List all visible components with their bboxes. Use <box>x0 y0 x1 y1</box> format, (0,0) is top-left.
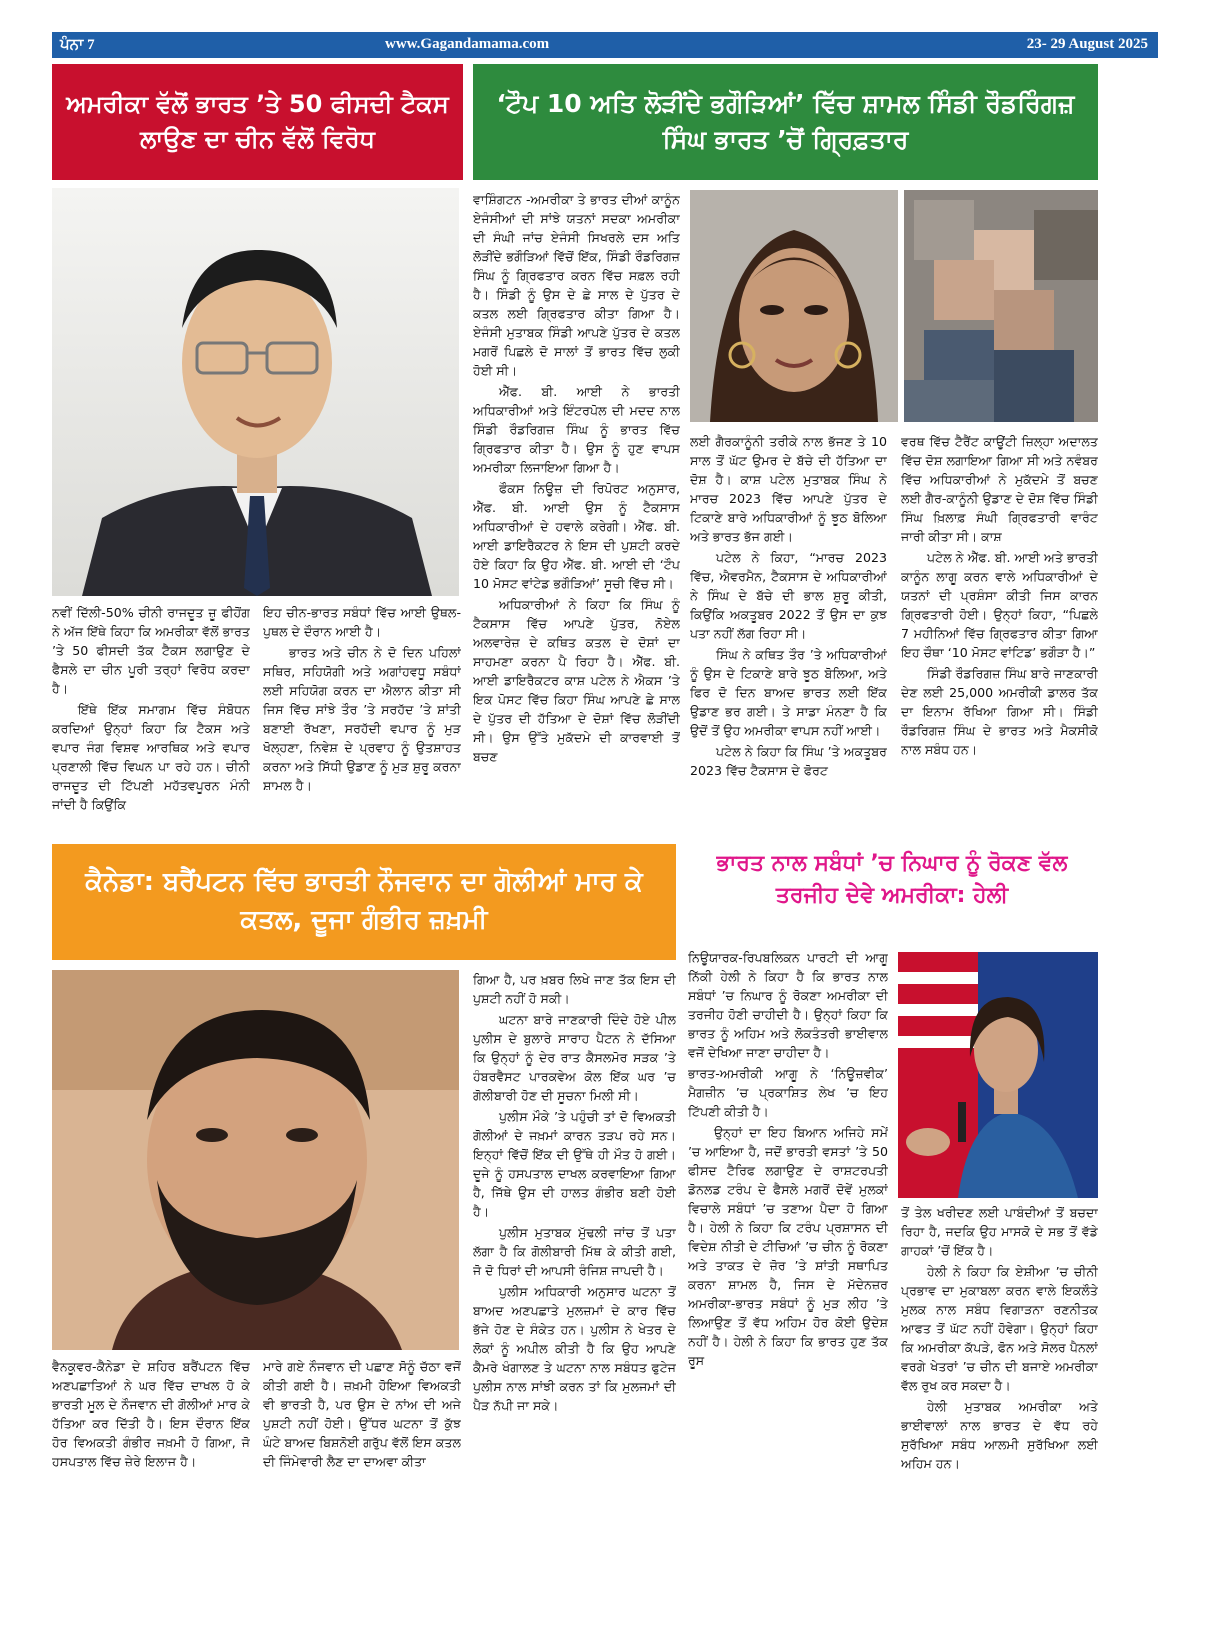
story3-photo <box>52 970 459 1350</box>
paragraph: ਐੱਫ. ਬੀ. ਆਈ ਨੇ ਭਾਰਤੀ ਅਧਿਕਾਰੀਆਂ ਅਤੇ ਇੰਟਰਪੋਲ ਦੀ ਮਦਦ ਨਾਲ ਸਿੰਡੀ ਰੌਡਰਿਗਜ਼ ਸਿੰਘ ਨੂੰ ਭਾਰਤ ਵਿੱਚ ਗ੍ਰਿਫਤਾਰ ਕੀਤਾ ਹੈ। ਉਸ ਨੂੰ ਹੁਣ ਵਾਪਸ ਅਮਰੀਕਾ ਲਿਜਾਇਆ ਗਿਆ ਹੈ। <box>473 384 680 475</box>
paragraph: ਸਿੰਘ ਨੇ ਕਥਿਤ ਤੌਰ ’ਤੇ ਅਧਿਕਾਰੀਆਂ ਨੂੰ ਉਸ ਦੇ ਟਿਕਾਣੇ ਬਾਰੇ ਝੂਠ ਬੋਲਿਆ, ਅਤੇ ਫਿਰ ਦੋ ਦਿਨ ਬਾਅਦ ਭਾਰਤ ਲਈ ਇੱਕ ਉਡਾਣ ਭਰ ਗਈ। ਤੇ ਸਾਡਾ ਮੰਨਣਾ ਹੈ ਕਿ ਉਦੋਂ ਤੋਂ ਉਹ ਅਮਰੀਕਾ ਵਾਪਸ ਨਹੀਂ ਆਈ। <box>690 647 887 738</box>
paragraph: ਘਟਨਾ ਬਾਰੇ ਜਾਣਕਾਰੀ ਦਿੰਦੇ ਹੋਏ ਪੀਲ ਪੁਲੀਸ ਦੇ ਬੁਲਾਰੇ ਸਾਰਾਹ ਪੈਟਨ ਨੇ ਦੱਸਿਆ ਕਿ ਉਨ੍ਹਾਂ ਨੂੰ ਦੇਰ ਰਾਤ ਕੈਸਲਮੋਰ ਸੜਕ ’ਤੇ ਹੰਬਰਵੈਸਟ ਪਾਰਕਵੇਅ ਕੋਲ ਇੱਕ ਘਰ ’ਚ ਗੋਲੀਬਾਰੀ ਹੋਣ ਦੀ ਸੂਚਨਾ ਮਿਲੀ ਸੀ। <box>473 1012 676 1103</box>
paragraph: ਭਾਰਤ ਅਤੇ ਚੀਨ ਨੇ ਦੋ ਦਿਨ ਪਹਿਲਾਂ ਸਥਿਰ, ਸਹਿਯੋਗੀ ਅਤੇ ਅਗਾਂਹਵਧੂ ਸਬੰਧਾਂ ਲਈ ਸਹਿਯੋਗ ਕਰਨ ਦਾ ਐਲਾਨ ਕੀਤਾ ਸੀ ਜਿਸ ਵਿੱਚ ਸਾਂਝੇ ਤੌਰ ’ਤੇ ਸਰਹੱਦ ’ਤੇ ਸ਼ਾਂਤੀ ਬਣਾਈ ਰੱਖਣਾ, ਸਰਹੱਦੀ ਵਪਾਰ ਨੂੰ ਮੁੜ ਖੋਲ੍ਹਣਾ, ਨਿਵੇਸ਼ ਦੇ ਪ੍ਰਵਾਹ ਨੂੰ ਉਤਸ਼ਾਹਤ ਕਰਨਾ ਅਤੇ ਸਿੱਧੀ ਉਡਾਣ ਨੂੰ ਮੁੜ ਸ਼ੁਰੂ ਕਰਨਾ ਸ਼ਾਮਲ ਹੈ। <box>263 645 461 793</box>
story3-column-2 <box>263 1357 461 1507</box>
paragraph: ਉਨ੍ਹਾਂ ਦਾ ਇਹ ਬਿਆਨ ਅਜਿਹੇ ਸਮੇਂ ’ਚ ਆਇਆ ਹੈ, ਜਦੋਂ ਭਾਰਤੀ ਵਸਤਾਂ ’ਤੇ 50 ਫੀਸਦ ਟੈਰਿਫ ਲਗਾਉਣ ਦੇ ਰਾਸ਼ਟਰਪਤੀ ਡੋਨਲਡ ਟਰੰਪ ਦੇ ਫੈਸਲੇ ਮਗਰੋਂ ਦੋਵੇਂ ਮੁਲਕਾਂ ਵਿਚਾਲੇ ਸਬੰਧਾਂ ’ਚ ਤਣਾਅ ਪੈਦਾ ਹੋ ਗਿਆ ਹੈ। ਹੇਲੀ ਨੇ ਕਿਹਾ ਕਿ ਟਰੰਪ ਪ੍ਰਸ਼ਾਸਨ ਦੀ ਵਿਦੇਸ਼ ਨੀਤੀ ਦੇ ਟੀਚਿਆਂ ’ਚ ਚੀਨ ਨੂੰ ਰੋਕਣਾ ਅਤੇ ਤਾਕਤ ਦੇ ਜ਼ੋਰ ’ਤੇ ਸ਼ਾਂਤੀ ਸਥਾਪਿਤ ਕਰਨਾ ਸ਼ਾਮਲ ਹੈ, ਜਿਸ ਦੇ ਮੱਦੇਨਜ਼ਰ ਅਮਰੀਕਾ-ਭਾਰਤ ਸਬੰਧਾਂ ਨੂੰ ਮੁੜ ਲੀਹ ’ਤੇ ਲਿਆਉਣ ਤੋਂ ਵੱਧ ਅਹਿਮ ਹੋਰ ਕੋਈ ਉਦੇਸ਼ ਨਹੀਂ ਹੈ। ਹੇਲੀ ਨੇ ਕਿਹਾ ਕਿ ਭਾਰਤ ਹੁਣ ਤੱਕ ਰੂਸ <box>688 1125 888 1368</box>
paragraph: ਮਾਰੇ ਗਏ ਨੌਜਵਾਨ ਦੀ ਪਛਾਣ ਸੋਨੂੰ ਚੱਠਾ ਵਜੋਂ ਕੀਤੀ ਗਈ ਹੈ। ਜ਼ਖ਼ਮੀ ਹੋਇਆ ਵਿਅਕਤੀ ਵੀ ਭਾਰਤੀ ਹੈ, ਪਰ ਉਸ ਦੇ ਨਾਂਅ ਦੀ ਅਜੇ ਪੁਸ਼ਟੀ ਨਹੀਂ ਹੋਈ। ਉੱਧਰ ਘਟਨਾ ਤੋਂ ਕੁੱਝ ਘੰਟੇ ਬਾਅਦ ਬਿਸ਼ਨੋਈ ਗਰੁੱਪ ਵੱਲੋਂ ਇਸ ਕਤਲ ਦੀ ਜਿੰਮੇਵਾਰੀ ਲੈਣ ਦਾ ਦਾਅਵਾ ਕੀਤਾ <box>263 1359 461 1469</box>
story2-headline: ‘ਟੌਪ 10 ਅਤਿ ਲੋੜੀਂਦੇ ਭਗੌੜਿਆਂ’ ਵਿੱਚ ਸ਼ਾਮਲ ਸਿੰਡੀ ਰੌਡਰਿੰਗਜ਼ ਸਿੰਘ ਭਾਰਤ ’ਚੋਂ ਗ੍ਰਿਫ਼ਤਾਰ <box>473 64 1098 180</box>
paragraph: ਪਟੇਲ ਨੇ ਕਿਹਾ, “ਮਾਰਚ 2023 ਵਿੱਚ, ਐਵਰਮੈਨ, ਟੈਕਸਾਸ ਦੇ ਅਧਿਕਾਰੀਆਂ ਨੇ ਸਿੰਘ ਦੇ ਬੱਚੇ ਦੀ ਭਾਲ ਸ਼ੁਰੂ ਕੀਤੀ, ਕਿਉਂਕਿ ਅਕਤੂਬਰ 2022 ਤੋਂ ਉਸ ਦਾ ਕੁਝ ਪਤਾ ਨਹੀਂ ਲੱਗ ਰਿਹਾ ਸੀ। <box>690 550 887 641</box>
paragraph: ਅਧਿਕਾਰੀਆਂ ਨੇ ਕਿਹਾ ਕਿ ਸਿੰਘ ਨੂੰ ਟੈਕਸਾਸ ਵਿੱਚ ਆਪਣੇ ਪੁੱਤਰ, ਨੋਏਲ ਅਲਵਾਰੇਜ਼ ਦੇ ਕਥਿਤ ਕਤਲ ਦੇ ਦੋਸ਼ਾਂ ਦਾ ਸਾਹਮਣਾ ਕਰਨਾ ਪੈ ਰਿਹਾ ਹੈ। ਐੱਫ. ਬੀ. ਆਈ ਡਾਇਰੈਕਟਰ ਕਾਸ਼ ਪਟੇਲ ਨੇ ਐਕਸ ’ਤੇ ਇਕ ਪੋਸਟ ਵਿੱਚ ਕਿਹਾ ਸਿੰਘ ਆਪਣੇ ਛੇ ਸਾਲ ਦੇ ਪੁੱਤਰ ਦੀ ਹੱਤਿਆ ਦੇ ਦੋਸ਼ਾਂ ਵਿੱਚ ਲੋੜੀਂਦੀ ਸੀ। ਉਸ ਉੱਤੇ ਮੁਕੱਦਮੇ ਦੀ ਕਾਰਵਾਈ ਤੋਂ ਬਚਣ <box>473 597 680 764</box>
story3-column-3 <box>473 970 676 1532</box>
story1-headline: ਅਮਰੀਕਾ ਵੱਲੋਂ ਭਾਰਤ ’ਤੇ 50 ਫੀਸਦੀ ਟੈਕਸ ਲਾਉਣ ਦਾ ਚੀਨ ਵੱਲੋਂ ਵਿਰੋਧ <box>52 64 463 180</box>
paragraph: ਪਟੇਲ ਨੇ ਕਿਹਾ ਕਿ ਸਿੰਘ ’ਤੇ ਅਕਤੂਬਰ 2023 ਵਿੱਚ ਟੈਕਸਾਸ ਦੇ ਫੋਰਟ <box>690 744 887 778</box>
paragraph: ਹੇਲੀ ਨੇ ਕਿਹਾ ਕਿ ਏਸ਼ੀਆ ’ਚ ਚੀਨੀ ਪ੍ਰਭਾਵ ਦਾ ਮੁਕਾਬਲਾ ਕਰਨ ਵਾਲੇ ਇਕਲੌਤੇ ਮੁਲਕ ਨਾਲ ਸਬੰਧ ਵਿਗਾੜਨਾ ਰਣਨੀਤਕ ਆਫਤ ਤੋਂ ਘੱਟ ਨਹੀਂ ਹੋਵੇਗਾ। ਉਨ੍ਹਾਂ ਕਿਹਾ ਕਿ ਅਮਰੀਕਾ ਕੱਪੜੇ, ਫੋਨ ਅਤੇ ਸੋਲਰ ਪੈਨਲਾਂ ਵਰਗੇ ਖੇਤਰਾਂ ’ਚ ਚੀਨ ਦੀ ਬਜਾਏ ਅਮਰੀਕਾ ਵੱਲ ਰੁਖ ਕਰ ਸਕਦਾ ਹੈ। <box>901 1264 1098 1393</box>
page-number: ਪੰਨਾ 7 <box>60 37 95 53</box>
story2-photo-suspect <box>690 190 898 422</box>
paragraph: ਸਿੰਡੀ ਰੌਡਰਿਗਜ਼ ਸਿੰਘ ਬਾਰੇ ਜਾਣਕਾਰੀ ਦੇਣ ਲਈ 25,000 ਅਮਰੀਕੀ ਡਾਲਰ ਤੱਕ ਦਾ ਇਨਾਮ ਰੱਖਿਆ ਗਿਆ ਸੀ। ਸਿੰਡੀ ਰੌਡਰਿਗਜ਼ ਸਿੰਘ ਦੇ ਭਾਰਤ ਅਤੇ ਮੈਕਸੀਕੋ ਨਾਲ ਸਬੰਧ ਹਨ। <box>901 666 1098 757</box>
story4-headline: ਭਾਰਤ ਨਾਲ ਸਬੰਧਾਂ ’ਚ ਨਿਘਾਰ ਨੂੰ ਰੋਕਣ ਵੱਲ ਤਰਜੀਹ ਦੇਵੇ ਅਮਰੀਕਾ: ਹੇਲੀ <box>716 851 1068 908</box>
paragraph: ਇੱਥੇ ਇੱਕ ਸਮਾਗਮ ਵਿੱਚ ਸੰਬੋਧਨ ਕਰਦਿਆਂ ਉਨ੍ਹਾਂ ਕਿਹਾ ਕਿ ਟੈਕਸ ਅਤੇ ਵਪਾਰ ਜੰਗ ਵਿਸ਼ਵ ਆਰਥਿਕ ਅਤੇ ਵਪਾਰ ਪ੍ਰਣਾਲੀ ਵਿੱਚ ਵਿਘਨ ਪਾ ਰਹੇ ਹਨ। ਚੀਨੀ ਰਾਜਦੂਤ ਦੀ ਟਿੱਪਣੀ ਮਹੱਤਵਪੂਰਨ ਮੰਨੀ ਜਾਂਦੀ ਹੈ ਕਿਉਂਕਿ <box>52 702 250 812</box>
story4-photo <box>898 952 1098 1198</box>
page-header-bar <box>52 32 1158 58</box>
story3-headline: ਕੈਨੇਡਾ: ਬਰੈਂਪਟਨ ਵਿੱਚ ਭਾਰਤੀ ਨੌਜਵਾਨ ਦਾ ਗੋਲੀਆਂ ਮਾਰ ਕੇ ਕਤਲ, ਦੂਜਾ ਗੰਭੀਰ ਜ਼ਖ਼ਮੀ <box>52 844 676 960</box>
story3-column-1 <box>52 1357 250 1507</box>
paragraph: ਭਾਰਤ-ਅਮਰੀਕੀ ਆਗੂ ਨੇ ‘ਨਿਊਜ਼ਵੀਕ’ ਮੈਗਜ਼ੀਨ ’ਚ ਪ੍ਰਕਾਸ਼ਿਤ ਲੇਖ ’ਚ ਇਹ ਟਿੱਪਣੀ ਕੀਤੀ ਹੈ। <box>688 1066 888 1119</box>
story2-column-3 <box>901 432 1098 832</box>
paragraph: ਪਟੇਲ ਨੇ ਐੱਫ. ਬੀ. ਆਈ ਅਤੇ ਭਾਰਤੀ ਕਾਨੂੰਨ ਲਾਗੂ ਕਰਨ ਵਾਲੇ ਅਧਿਕਾਰੀਆਂ ਦੇ ਯਤਨਾਂ ਦੀ ਪ੍ਰਸ਼ੰਸਾ ਕੀਤੀ ਜਿਸ ਕਾਰਨ ਗ੍ਰਿਫਤਾਰੀ ਹੋਈ। ਉਨ੍ਹਾਂ ਕਿਹਾ, “ਪਿਛਲੇ 7 ਮਹੀਨਿਆਂ ਵਿੱਚ ਗ੍ਰਿਫਤਾਰ ਕੀਤਾ ਗਿਆ ਇਹ ਚੌਥਾ ‘10 ਮੋਸਟ ਵਾਂਟਿਡ’ ਭਗੌੜਾ ਹੈ।” <box>901 550 1098 660</box>
paragraph: ਇਹ ਚੀਨ-ਭਾਰਤ ਸਬੰਧਾਂ ਵਿੱਚ ਆਈ ਉਥਲ-ਪੁਥਲ ਦੇ ਦੌਰਾਨ ਆਈ ਹੈ। <box>263 605 461 639</box>
paragraph: ਨਿਊਯਾਰਕ-ਰਿਪਬਲਿਕਨ ਪਾਰਟੀ ਦੀ ਆਗੂ ਨਿੱਕੀ ਹੇਲੀ ਨੇ ਕਿਹਾ ਹੈ ਕਿ ਭਾਰਤ ਨਾਲ ਸਬੰਧਾਂ ’ਚ ਨਿਘਾਰ ਨੂੰ ਰੋਕਣਾ ਅਮਰੀਕਾ ਦੀ ਤਰਜੀਹ ਹੋਣੀ ਚਾਹੀਦੀ ਹੈ। ਉਨ੍ਹਾਂ ਕਿਹਾ ਕਿ ਭਾਰਤ ਨੂੰ ਅਹਿਮ ਅਤੇ ਲੋਕਤੰਤਰੀ ਭਾਈਵਾਲ ਵਜੋਂ ਦੇਖਿਆ ਜਾਣਾ ਚਾਹੀਦਾ ਹੈ। <box>688 950 888 1060</box>
paragraph: ਨਵੀਂ ਦਿੱਲੀ-50% ਚੀਨੀ ਰਾਜਦੂਤ ਜ਼ੂ ਫੀਹੋਂਗ ਨੇ ਅੱਜ ਇੱਥੇ ਕਿਹਾ ਕਿ ਅਮਰੀਕਾ ਵੱਲੋਂ ਭਾਰਤ ’ਤੇ 50 ਫੀਸਦੀ ਤੱਕ ਟੈਕਸ ਲਗਾਉਣ ਦੇ ਫੈਸਲੇ ਦਾ ਚੀਨ ਪੂਰੀ ਤਰ੍ਹਾਂ ਵਿਰੋਧ ਕਰਦਾ ਹੈ। <box>52 605 250 696</box>
issue-date: 23- 29 August 2025 <box>1026 36 1148 52</box>
story1-column-1 <box>52 603 250 833</box>
paragraph: ਪੁਲੀਸ ਮੁਤਾਬਕ ਮੁੱਢਲੀ ਜਾਂਚ ਤੋਂ ਪਤਾ ਲੱਗਾ ਹੈ ਕਿ ਗੋਲੀਬਾਰੀ ਮਿੱਥ ਕੇ ਕੀਤੀ ਗਈ, ਜੋ ਦੋ ਧਿਰਾਂ ਦੀ ਆਪਸੀ ਰੰਜਿਸ਼ ਜਾਪਦੀ ਹੈ। <box>473 1225 676 1278</box>
paragraph: ਵਰਥ ਵਿੱਚ ਟੈਰੈਂਟ ਕਾਊਂਟੀ ਜ਼ਿਲ੍ਹਾ ਅਦਾਲਤ ਵਿੱਚ ਦੋਸ਼ ਲਗਾਇਆ ਗਿਆ ਸੀ ਅਤੇ ਨਵੰਬਰ ਵਿੱਚ ਅਧਿਕਾਰੀਆਂ ਨੇ ਮੁਕੱਦਮੇ ਤੋਂ ਬਚਣ ਲਈ ਗੈਰ-ਕਾਨੂੰਨੀ ਉਡਾਣ ਦੇ ਦੋਸ਼ ਵਿੱਚ ਸਿੰਡੀ ਸਿੰਘ ਖ਼ਿਲਾਫ਼ ਸੰਘੀ ਗ੍ਰਿਫਤਾਰੀ ਵਾਰੰਟ ਜਾਰੀ ਕੀਤਾ ਸੀ। ਕਾਸ਼ <box>901 434 1098 544</box>
story1-photo <box>52 188 459 596</box>
story1-column-2 <box>263 603 461 833</box>
paragraph: ਪੁਲੀਸ ਅਧਿਕਾਰੀ ਅਨੁਸਾਰ ਘਟਨਾ ਤੋਂ ਬਾਅਦ ਅਣਪਛਾਤੇ ਮੁਲਜ਼ਮਾਂ ਦੇ ਕਾਰ ਵਿੱਚ ਭੱਜੇ ਹੋਣ ਦੇ ਸੰਕੇਤ ਹਨ। ਪੁਲੀਸ ਨੇ ਖੇਤਰ ਦੇ ਲੋਕਾਂ ਨੂੰ ਅਪੀਲ ਕੀਤੀ ਹੈ ਕਿ ਉਹ ਆਪਣੇ ਕੈਮਰੇ ਖੰਗਾਲਣ ਤੇ ਘਟਨਾ ਨਾਲ ਸਬੰਧਤ ਫੁਟੇਜ ਪੁਲੀਸ ਨਾਲ ਸਾਂਝੀ ਕਰਨ ਤਾਂ ਕਿ ਮੁਲਜਮਾਂ ਦੀ ਪੈੜ ਨੱਪੀ ਜਾ ਸਕੇ। <box>473 1284 676 1413</box>
paragraph: ਤੋਂ ਤੇਲ ਖਰੀਦਣ ਲਈ ਪਾਬੰਦੀਆਂ ਤੋਂ ਬਚਦਾ ਰਿਹਾ ਹੈ, ਜਦਕਿ ਉਹ ਮਾਸਕੋ ਦੇ ਸਭ ਤੋਂ ਵੱਡੇ ਗਾਹਕਾਂ ’ਚੋਂ ਇੱਕ ਹੈ। <box>901 1205 1098 1258</box>
paragraph: ਹੇਲੀ ਮੁਤਾਬਕ ਅਮਰੀਕਾ ਅਤੇ ਭਾਈਵਾਲਾਂ ਨਾਲ ਭਾਰਤ ਦੇ ਵੱਧ ਰਹੇ ਸੁਰੱਖਿਆ ਸਬੰਧ ਆਲਮੀ ਸੁਰੱਖਿਆ ਲਈ ਅਹਿਮ ਹਨ। <box>901 1399 1098 1471</box>
story2-column-2 <box>690 432 887 832</box>
paragraph: ਵੈਨਕੂਵਰ-ਕੈਨੇਡਾ ਦੇ ਸ਼ਹਿਰ ਬਰੈਂਪਟਨ ਵਿੱਚ ਅਣਪਛਾਤਿਆਂ ਨੇ ਘਰ ਵਿੱਚ ਦਾਖਲ ਹੋ ਕੇ ਭਾਰਤੀ ਮੂਲ ਦੇ ਨੌਜਵਾਨ ਦੀ ਗੋਲੀਆਂ ਮਾਰ ਕੇ ਹੱਤਿਆ ਕਰ ਦਿੱਤੀ ਹੈ। ਇਸ ਦੌਰਾਨ ਇੱਕ ਹੋਰ ਵਿਅਕਤੀ ਗੰਭੀਰ ਜਖ਼ਮੀ ਹੋ ਗਿਆ, ਜੋ ਹਸਪਤਾਲ ਵਿੱਚ ਜ਼ੇਰੇ ਇਲਾਜ ਹੈ। <box>52 1359 250 1469</box>
paragraph: ਪੁਲੀਸ ਮੌਕੇ ’ਤੇ ਪਹੁੰਚੀ ਤਾਂ ਦੋ ਵਿਅਕਤੀ ਗੋਲੀਆਂ ਦੇ ਜਖ਼ਮਾਂ ਕਾਰਨ ਤੜਪ ਰਹੇ ਸਨ। ਇਨ੍ਹਾਂ ਵਿੱਚੋਂ ਇੱਕ ਦੀ ਉੱਥੇ ਹੀ ਮੌਤ ਹੋ ਗਈ। ਦੂਜੇ ਨੂੰ ਹਸਪਤਾਲ ਦਾਖਲ ਕਰਵਾਇਆ ਗਿਆ ਹੈ, ਜਿੱਥੇ ਉਸ ਦੀ ਹਾਲਤ ਗੰਭੀਰ ਬਣੀ ਹੋਈ ਹੈ। <box>473 1109 676 1219</box>
website-link[interactable]: www.Gagandamama.com <box>385 36 550 52</box>
story2-photo-child-blurred <box>904 190 1098 422</box>
story2-column-1 <box>473 190 680 832</box>
paragraph: ਲਈ ਗੈਰਕਾਨੂੰਨੀ ਤਰੀਕੇ ਨਾਲ ਭੱਜਣ ਤੇ 10 ਸਾਲ ਤੋਂ ਘੱਟ ਉਮਰ ਦੇ ਬੱਚੇ ਦੀ ਹੱਤਿਆ ਦਾ ਦੋਸ਼ ਹੈ। ਕਾਸ਼ ਪਟੇਲ ਮੁਤਾਬਕ ਸਿੰਘ ਨੇ ਮਾਰਚ 2023 ਵਿੱਚ ਆਪਣੇ ਪੁੱਤਰ ਦੇ ਟਿਕਾਣੇ ਬਾਰੇ ਅਧਿਕਾਰੀਆਂ ਨੂੰ ਝੂਠ ਬੋਲਿਆ ਅਤੇ ਭਾਰਤ ਭੱਜ ਗਈ। <box>690 434 887 544</box>
story4-column-1 <box>688 948 888 1508</box>
paragraph: ਫੌਕਸ ਨਿਊਜ਼ ਦੀ ਰਿਪੋਰਟ ਅਨੁਸਾਰ, ਐੱਫ. ਬੀ. ਆਈ ਉਸ ਨੂੰ ਟੈਕਸਾਸ ਅਧਿਕਾਰੀਆਂ ਦੇ ਹਵਾਲੇ ਕਰੇਗੀ। ਐੱਫ. ਬੀ. ਆਈ ਡਾਇਰੈਕਟਰ ਨੇ ਇਸ ਦੀ ਪੁਸ਼ਟੀ ਕਰਦੇ ਹੋਏ ਕਿਹਾ ਕਿ ਉਹ ਐੱਫ. ਬੀ. ਆਈ ਦੀ ‘ਟੌਪ 10 ਮੋਸਟ ਵਾਂਟੇਡ ਭਗੌੜਿਆਂ’ ਸੂਚੀ ਵਿੱਚ ਸੀ। <box>473 481 680 591</box>
paragraph: ਵਾਸ਼ਿੰਗਟਨ -ਅਮਰੀਕਾ ਤੇ ਭਾਰਤ ਦੀਆਂ ਕਾਨੂੰਨ ਏਜੰਸੀਆਂ ਦੀ ਸਾਂਝੇ ਯਤਨਾਂ ਸਦਕਾ ਅਮਰੀਕਾ ਦੀ ਸੰਘੀ ਜਾਂਚ ਏਜੰਸੀ ਸਿਖਰਲੇ ਦਸ ਅਤਿ ਲੋੜੀਂਦੇ ਭਗੌੜਿਆਂ ਵਿੱਚੋਂ ਇੱਕ, ਸਿੰਡੀ ਰੌਡਰਿਗਜ਼ ਸਿੰਘ ਨੂੰ ਗ੍ਰਿਫਤਾਰ ਕਰਨ ਵਿੱਚ ਸਫ਼ਲ ਰਹੀ ਹੈ। ਸਿੰਡੀ ਨੂੰ ਉਸ ਦੇ ਛੇ ਸਾਲ ਦੇ ਪੁੱਤਰ ਦੇ ਕਤਲ ਲਈ ਗ੍ਰਿਫਤਾਰ ਕੀਤਾ ਗਿਆ ਹੈ। ਏਜੰਸੀ ਮੁਤਾਬਕ ਸਿੰਡੀ ਆਪਣੇ ਪੁੱਤਰ ਦੇ ਕਤਲ ਮਗਰੋਂ ਪਿਛਲੇ ਦੋ ਸਾਲਾਂ ਤੋਂ ਭਾਰਤ ਵਿੱਚ ਲੁਕੀ ਹੋਈ ਸੀ। <box>473 192 680 378</box>
paragraph: ਗਿਆ ਹੈ, ਪਰ ਖ਼ਬਰ ਲਿਖੇ ਜਾਣ ਤੱਕ ਇਸ ਦੀ ਪੁਸ਼ਟੀ ਨਹੀਂ ਹੋ ਸਕੀ। <box>473 972 676 1006</box>
story4-column-2 <box>901 1203 1098 1508</box>
